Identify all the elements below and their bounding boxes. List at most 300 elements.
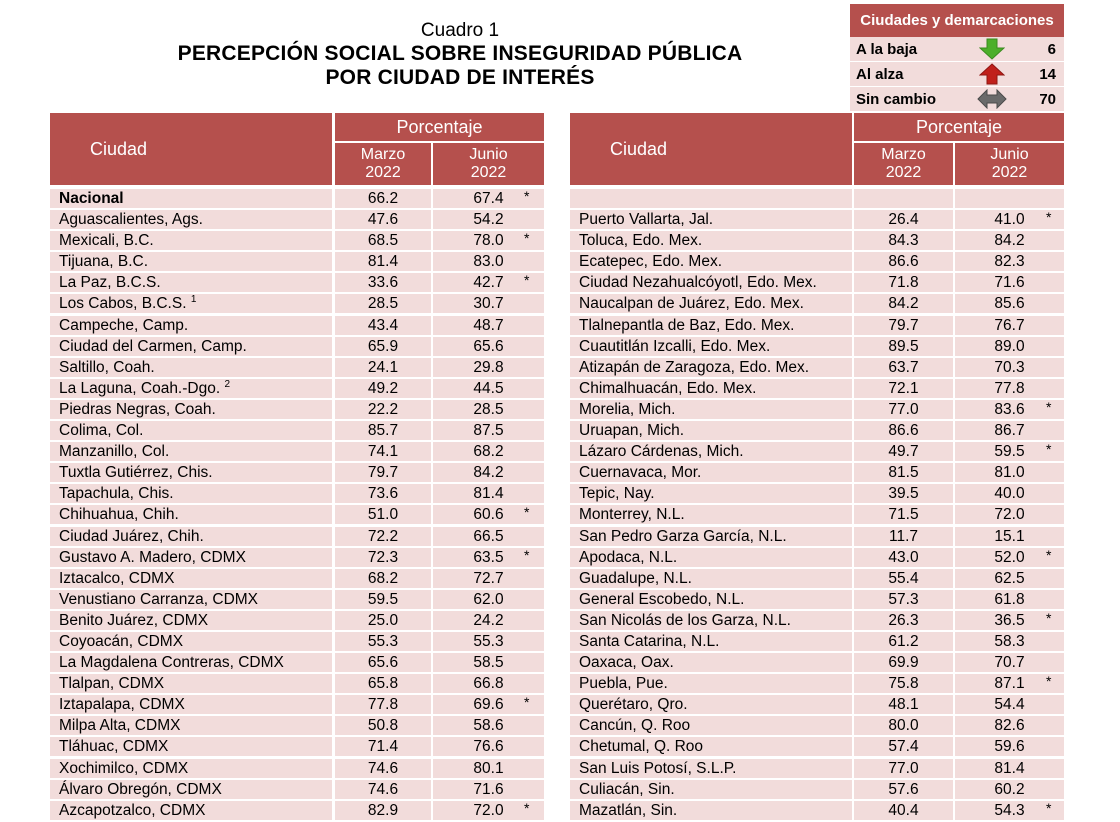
percentage-header: Porcentaje <box>335 113 544 141</box>
city-name: Uruapan, Mich. <box>579 422 685 440</box>
city-name: La Paz, B.C.S. <box>59 274 161 292</box>
june-number: 42.7 <box>473 274 504 292</box>
city-name: San Luis Potosí, S.L.P. <box>579 759 737 777</box>
city-cell <box>570 421 852 440</box>
june-value <box>955 590 1064 609</box>
city-cell <box>50 294 332 313</box>
june-value <box>433 569 544 588</box>
city-name: Santa Catarina, N.L. <box>579 632 720 650</box>
june-value <box>433 484 544 503</box>
city-name: Los Cabos, B.C.S. <box>59 295 187 313</box>
significance-marker: * <box>1046 441 1052 458</box>
june-value <box>433 442 544 461</box>
june-number: 83.6 <box>994 400 1025 418</box>
city-cell <box>50 695 332 714</box>
march-year: 2022 <box>365 164 401 181</box>
city-name: San Nicolás de los Garza, N.L. <box>579 611 791 629</box>
march-value: 40.4 <box>854 801 953 820</box>
june-number: 65.6 <box>473 337 504 355</box>
june-number: 85.6 <box>994 295 1025 313</box>
city-cell <box>50 759 332 778</box>
footnote-marker: 2 <box>224 378 231 390</box>
june-value <box>433 210 544 229</box>
june-value <box>433 759 544 778</box>
city-cell <box>570 189 852 208</box>
june-number: 70.7 <box>994 654 1025 672</box>
march-value: 55.4 <box>854 569 953 588</box>
summary-row-same <box>850 87 1064 112</box>
table-number: Cuadro 1 <box>420 20 500 41</box>
june-number: 58.3 <box>994 632 1025 650</box>
city-cell <box>570 252 852 271</box>
city-name: Coyoacán, CDMX <box>59 632 184 650</box>
june-number: 71.6 <box>473 780 504 798</box>
city-name: Aguascalientes, Ags. <box>59 211 203 229</box>
march-value: 51.0 <box>335 505 431 524</box>
significance-marker: * <box>524 272 530 289</box>
table-header <box>570 113 1064 185</box>
june-value <box>955 379 1064 398</box>
march-value: 79.7 <box>854 316 953 335</box>
june-number: 55.3 <box>473 632 504 650</box>
june-value <box>955 337 1064 356</box>
march-value: 82.9 <box>335 801 431 820</box>
footnote-marker: 1 <box>190 294 197 306</box>
june-number: 80.1 <box>473 759 504 777</box>
city-cell <box>50 716 332 735</box>
june-value <box>433 421 544 440</box>
city-cell <box>50 442 332 461</box>
march-value: 74.1 <box>335 442 431 461</box>
summary-count: 6 <box>1047 40 1056 58</box>
march-value: 26.3 <box>854 611 953 630</box>
city-cell <box>50 273 332 292</box>
city-cell <box>570 273 852 292</box>
june-number: 82.6 <box>994 717 1025 735</box>
june-value <box>955 632 1064 651</box>
june-value <box>955 737 1064 756</box>
city-name: Monterrey, N.L. <box>579 506 685 524</box>
march-value: 65.9 <box>335 337 431 356</box>
march-value: 77.0 <box>854 400 953 419</box>
city-cell <box>570 759 852 778</box>
march-value: 63.7 <box>854 358 953 377</box>
city-cell <box>50 189 332 208</box>
june-number: 87.1 <box>994 675 1025 693</box>
red-up-arrow-icon <box>972 63 1012 85</box>
significance-marker: * <box>524 230 530 247</box>
june-number: 76.7 <box>994 316 1025 334</box>
summary-row-up <box>850 62 1064 87</box>
city-cell <box>570 484 852 503</box>
city-name: Chimalhuacán, Edo. Mex. <box>579 379 757 397</box>
city-cell <box>570 674 852 693</box>
june-number: 48.7 <box>473 316 504 334</box>
city-cell <box>50 463 332 482</box>
city-name: Benito Juárez, CDMX <box>59 611 209 629</box>
march-value: 43.4 <box>335 316 431 335</box>
march-value: 81.4 <box>335 252 431 271</box>
june-value <box>955 569 1064 588</box>
june-value <box>433 737 544 756</box>
table-header <box>50 113 544 185</box>
march-value: 11.7 <box>854 527 953 546</box>
june-number: 84.2 <box>994 232 1025 250</box>
march-value: 57.3 <box>854 590 953 609</box>
city-cell <box>50 737 332 756</box>
city-cell <box>570 505 852 524</box>
city-name: Chetumal, Q. Roo <box>579 738 704 756</box>
june-number: 72.0 <box>994 506 1025 524</box>
city-cell <box>570 527 852 546</box>
june-value <box>433 400 544 419</box>
city-name: Oaxaca, Oax. <box>579 654 674 672</box>
june-number: 61.8 <box>994 590 1025 608</box>
june-value <box>433 611 544 630</box>
march-year: 2022 <box>885 164 922 181</box>
city-name: Mexicali, B.C. <box>59 232 154 250</box>
june-value <box>955 358 1064 377</box>
gray-double-arrow-icon <box>972 89 1012 109</box>
june-number: 44.5 <box>473 379 504 397</box>
june-number: 81.4 <box>473 485 504 503</box>
city-cell <box>50 611 332 630</box>
city-column-header: Ciudad <box>570 113 852 185</box>
march-value: 43.0 <box>854 548 953 567</box>
city-cell <box>570 780 852 799</box>
june-number: 89.0 <box>994 337 1025 355</box>
march-column-header <box>854 143 953 185</box>
june-value <box>955 780 1064 799</box>
city-cell <box>570 716 852 735</box>
march-value: 84.3 <box>854 231 953 250</box>
city-cell <box>570 337 852 356</box>
city-name: Ciudad Juárez, Chih. <box>59 527 204 545</box>
june-number: 86.7 <box>994 422 1025 440</box>
city-name: Lázaro Cárdenas, Mich. <box>579 443 744 461</box>
june-year: 2022 <box>470 164 507 181</box>
june-value <box>955 716 1064 735</box>
june-number: 58.6 <box>473 717 504 735</box>
city-name: Azcapotzalco, CDMX <box>59 801 206 819</box>
march-value: 25.0 <box>335 611 431 630</box>
march-value: 75.8 <box>854 674 953 693</box>
june-month: Junio <box>469 146 508 163</box>
city-cell <box>570 379 852 398</box>
june-number: 36.5 <box>994 611 1025 629</box>
summary-label: A la baja <box>856 40 918 58</box>
march-value: 55.3 <box>335 632 431 651</box>
city-name: Saltillo, Coah. <box>59 358 155 376</box>
significance-marker: * <box>524 546 530 563</box>
city-cell <box>570 231 852 250</box>
march-value: 57.4 <box>854 737 953 756</box>
city-name: Tlalnepantla de Baz, Edo. Mex. <box>579 316 795 334</box>
june-value <box>433 252 544 271</box>
city-cell <box>50 316 332 335</box>
summary-count: 14 <box>1039 65 1056 83</box>
june-value <box>433 590 544 609</box>
city-cell <box>570 695 852 714</box>
city-cell <box>570 569 852 588</box>
significance-marker: * <box>524 504 530 521</box>
march-value: 74.6 <box>335 780 431 799</box>
city-name: Piedras Negras, Coah. <box>59 400 216 418</box>
june-value <box>955 294 1064 313</box>
march-value: 49.2 <box>335 379 431 398</box>
city-name: Nacional <box>59 190 124 207</box>
june-number: 70.3 <box>994 358 1025 376</box>
city-cell <box>50 484 332 503</box>
city-name: Culiacán, Sin. <box>579 780 675 798</box>
march-value: 72.3 <box>335 548 431 567</box>
march-value: 71.8 <box>854 273 953 292</box>
city-name: Mazatlán, Sin. <box>579 801 678 819</box>
city-cell <box>570 801 852 820</box>
june-value <box>955 421 1064 440</box>
june-number: 72.0 <box>473 801 504 819</box>
city-name: Iztapalapa, CDMX <box>59 696 185 714</box>
march-value: 47.6 <box>335 210 431 229</box>
june-value <box>955 189 1064 208</box>
march-value: 71.4 <box>335 737 431 756</box>
city-cell <box>570 653 852 672</box>
june-number: 69.6 <box>473 696 504 714</box>
june-value <box>433 294 544 313</box>
city-cell <box>50 632 332 651</box>
march-value: 50.8 <box>335 716 431 735</box>
june-value <box>955 527 1064 546</box>
june-value <box>955 653 1064 672</box>
march-value: 77.8 <box>335 695 431 714</box>
june-number: 71.6 <box>994 274 1025 292</box>
city-cell <box>570 611 852 630</box>
june-value <box>433 653 544 672</box>
june-number: 67.4 <box>473 190 504 207</box>
june-number: 40.0 <box>994 485 1025 503</box>
city-cell <box>50 653 332 672</box>
city-cell <box>50 379 332 398</box>
march-value: 77.0 <box>854 759 953 778</box>
june-number: 63.5 <box>473 548 504 566</box>
city-cell <box>570 400 852 419</box>
june-number: 72.7 <box>473 569 504 587</box>
june-number: 59.5 <box>994 443 1025 461</box>
june-value <box>433 632 544 651</box>
march-value: 24.1 <box>335 358 431 377</box>
march-value: 49.7 <box>854 442 953 461</box>
city-name: Cuernavaca, Mor. <box>579 464 702 482</box>
city-name: La Laguna, Coah.-Dgo. <box>59 379 221 397</box>
city-name: San Pedro Garza García, N.L. <box>579 527 787 545</box>
city-cell <box>50 801 332 820</box>
june-month: Junio <box>990 146 1029 163</box>
city-name: Cuautitlán Izcalli, Edo. Mex. <box>579 337 771 355</box>
june-number: 82.3 <box>994 253 1025 271</box>
city-name: Milpa Alta, CDMX <box>59 717 181 735</box>
march-value: 65.6 <box>335 653 431 672</box>
march-value: 81.5 <box>854 463 953 482</box>
city-cell <box>50 421 332 440</box>
city-cell <box>570 442 852 461</box>
march-value: 73.6 <box>335 484 431 503</box>
city-cell <box>570 548 852 567</box>
june-value <box>433 337 544 356</box>
march-value: 66.2 <box>335 189 431 208</box>
june-value <box>433 379 544 398</box>
march-value: 74.6 <box>335 759 431 778</box>
city-name: Ciudad Nezahualcóyotl, Edo. Mex. <box>579 274 817 292</box>
title-line-2: POR CIUDAD DE INTERÉS <box>325 66 595 89</box>
city-cell <box>570 316 852 335</box>
city-name: Tláhuac, CDMX <box>59 738 169 756</box>
june-value <box>955 316 1064 335</box>
march-value: 68.5 <box>335 231 431 250</box>
city-cell <box>570 737 852 756</box>
significance-marker: * <box>1046 673 1052 690</box>
summary-row-down <box>850 37 1064 62</box>
city-name: Iztacalco, CDMX <box>59 569 175 587</box>
green-down-arrow-icon <box>972 38 1012 60</box>
summary-label: Al alza <box>856 65 904 83</box>
significance-marker: * <box>524 799 530 816</box>
june-number: 68.2 <box>473 443 504 461</box>
city-name: Atizapán de Zaragoza, Edo. Mex. <box>579 358 810 376</box>
june-number: 62.5 <box>994 569 1025 587</box>
city-name: Álvaro Obregón, CDMX <box>59 780 222 798</box>
city-cell <box>50 400 332 419</box>
march-value: 65.8 <box>335 674 431 693</box>
june-number: 84.2 <box>473 464 504 482</box>
june-number: 41.0 <box>994 211 1025 229</box>
city-name: Venustiano Carranza, CDMX <box>59 590 259 608</box>
march-value: 72.1 <box>854 379 953 398</box>
city-name: Apodaca, N.L. <box>579 548 678 566</box>
city-column-header: Ciudad <box>50 113 332 185</box>
summary-box <box>850 4 1064 112</box>
june-value <box>433 780 544 799</box>
city-cell <box>570 590 852 609</box>
city-cell <box>50 548 332 567</box>
city-name: Querétaro, Qro. <box>579 696 688 714</box>
city-cell <box>50 252 332 271</box>
summary-header: Ciudades y demarcaciones <box>850 4 1064 37</box>
city-cell <box>50 590 332 609</box>
city-cell <box>570 632 852 651</box>
left-table <box>50 113 544 819</box>
summary-count: 70 <box>1039 90 1056 108</box>
march-value: 72.2 <box>335 527 431 546</box>
city-name: Colima, Col. <box>59 422 144 440</box>
june-number: 29.8 <box>473 358 504 376</box>
march-value: 68.2 <box>335 569 431 588</box>
city-name: Xochimilco, CDMX <box>59 759 189 777</box>
june-number: 78.0 <box>473 232 504 250</box>
march-value: 86.6 <box>854 252 953 271</box>
city-name: Campeche, Camp. <box>59 316 189 334</box>
city-name: La Magdalena Contreras, CDMX <box>59 654 284 672</box>
june-number: 60.6 <box>473 506 504 524</box>
march-value: 59.5 <box>335 590 431 609</box>
june-number: 54.4 <box>994 696 1025 714</box>
city-name: Guadalupe, N.L. <box>579 569 692 587</box>
march-value: 86.6 <box>854 421 953 440</box>
city-name: Puerto Vallarta, Jal. <box>579 211 714 229</box>
june-number: 77.8 <box>994 379 1025 397</box>
june-number: 87.5 <box>473 422 504 440</box>
march-month: Marzo <box>360 146 406 163</box>
june-value <box>955 484 1064 503</box>
june-value <box>955 252 1064 271</box>
city-name: Gustavo A. Madero, CDMX <box>59 548 246 566</box>
city-cell <box>50 231 332 250</box>
city-name: Tuxtla Gutiérrez, Chis. <box>59 464 213 482</box>
city-name: Cancún, Q. Roo <box>579 717 691 735</box>
june-number: 81.4 <box>994 759 1025 777</box>
city-name: General Escobedo, N.L. <box>579 590 745 608</box>
june-number: 30.7 <box>473 295 504 313</box>
city-name: Manzanillo, Col. <box>59 443 170 461</box>
march-value: 84.2 <box>854 294 953 313</box>
city-name: Morelia, Mich. <box>579 400 676 418</box>
june-value <box>955 273 1064 292</box>
significance-marker: * <box>1046 609 1052 626</box>
march-value: 80.0 <box>854 716 953 735</box>
city-name: Tepic, Nay. <box>579 485 655 503</box>
city-cell <box>570 463 852 482</box>
city-cell <box>50 569 332 588</box>
city-name: Toluca, Edo. Mex. <box>579 232 703 250</box>
june-number: 15.1 <box>994 527 1025 545</box>
march-value: 33.6 <box>335 273 431 292</box>
march-value: 71.5 <box>854 505 953 524</box>
june-number: 28.5 <box>473 400 504 418</box>
march-value: 69.9 <box>854 653 953 672</box>
city-cell <box>50 674 332 693</box>
city-cell <box>50 505 332 524</box>
percentage-header: Porcentaje <box>854 113 1064 141</box>
city-name: Tlalpan, CDMX <box>59 675 165 693</box>
march-value: 28.5 <box>335 294 431 313</box>
march-value: 57.6 <box>854 780 953 799</box>
title-line-1: PERCEPCIÓN SOCIAL SOBRE INSEGURIDAD PÚBLICA <box>177 42 743 65</box>
june-year: 2022 <box>991 164 1028 181</box>
june-number: 66.5 <box>473 527 504 545</box>
city-name: Ciudad del Carmen, Camp. <box>59 337 247 355</box>
june-number: 81.0 <box>994 464 1025 482</box>
city-cell <box>50 337 332 356</box>
significance-marker: * <box>1046 546 1052 563</box>
city-name: Tijuana, B.C. <box>59 253 149 271</box>
june-value <box>433 716 544 735</box>
march-value <box>854 189 953 208</box>
june-value <box>433 527 544 546</box>
june-number: 76.6 <box>473 738 504 756</box>
city-cell <box>570 294 852 313</box>
city-name: Naucalpan de Juárez, Edo. Mex. <box>579 295 804 313</box>
significance-marker: * <box>1046 209 1052 226</box>
march-value: 61.2 <box>854 632 953 651</box>
city-cell <box>50 780 332 799</box>
city-cell <box>570 210 852 229</box>
june-value <box>955 463 1064 482</box>
right-table <box>570 113 1064 819</box>
city-name: Ecatepec, Edo. Mex. <box>579 253 723 271</box>
march-value: 22.2 <box>335 400 431 419</box>
march-column-header <box>335 143 431 185</box>
june-number: 59.6 <box>994 738 1025 756</box>
june-value <box>433 463 544 482</box>
